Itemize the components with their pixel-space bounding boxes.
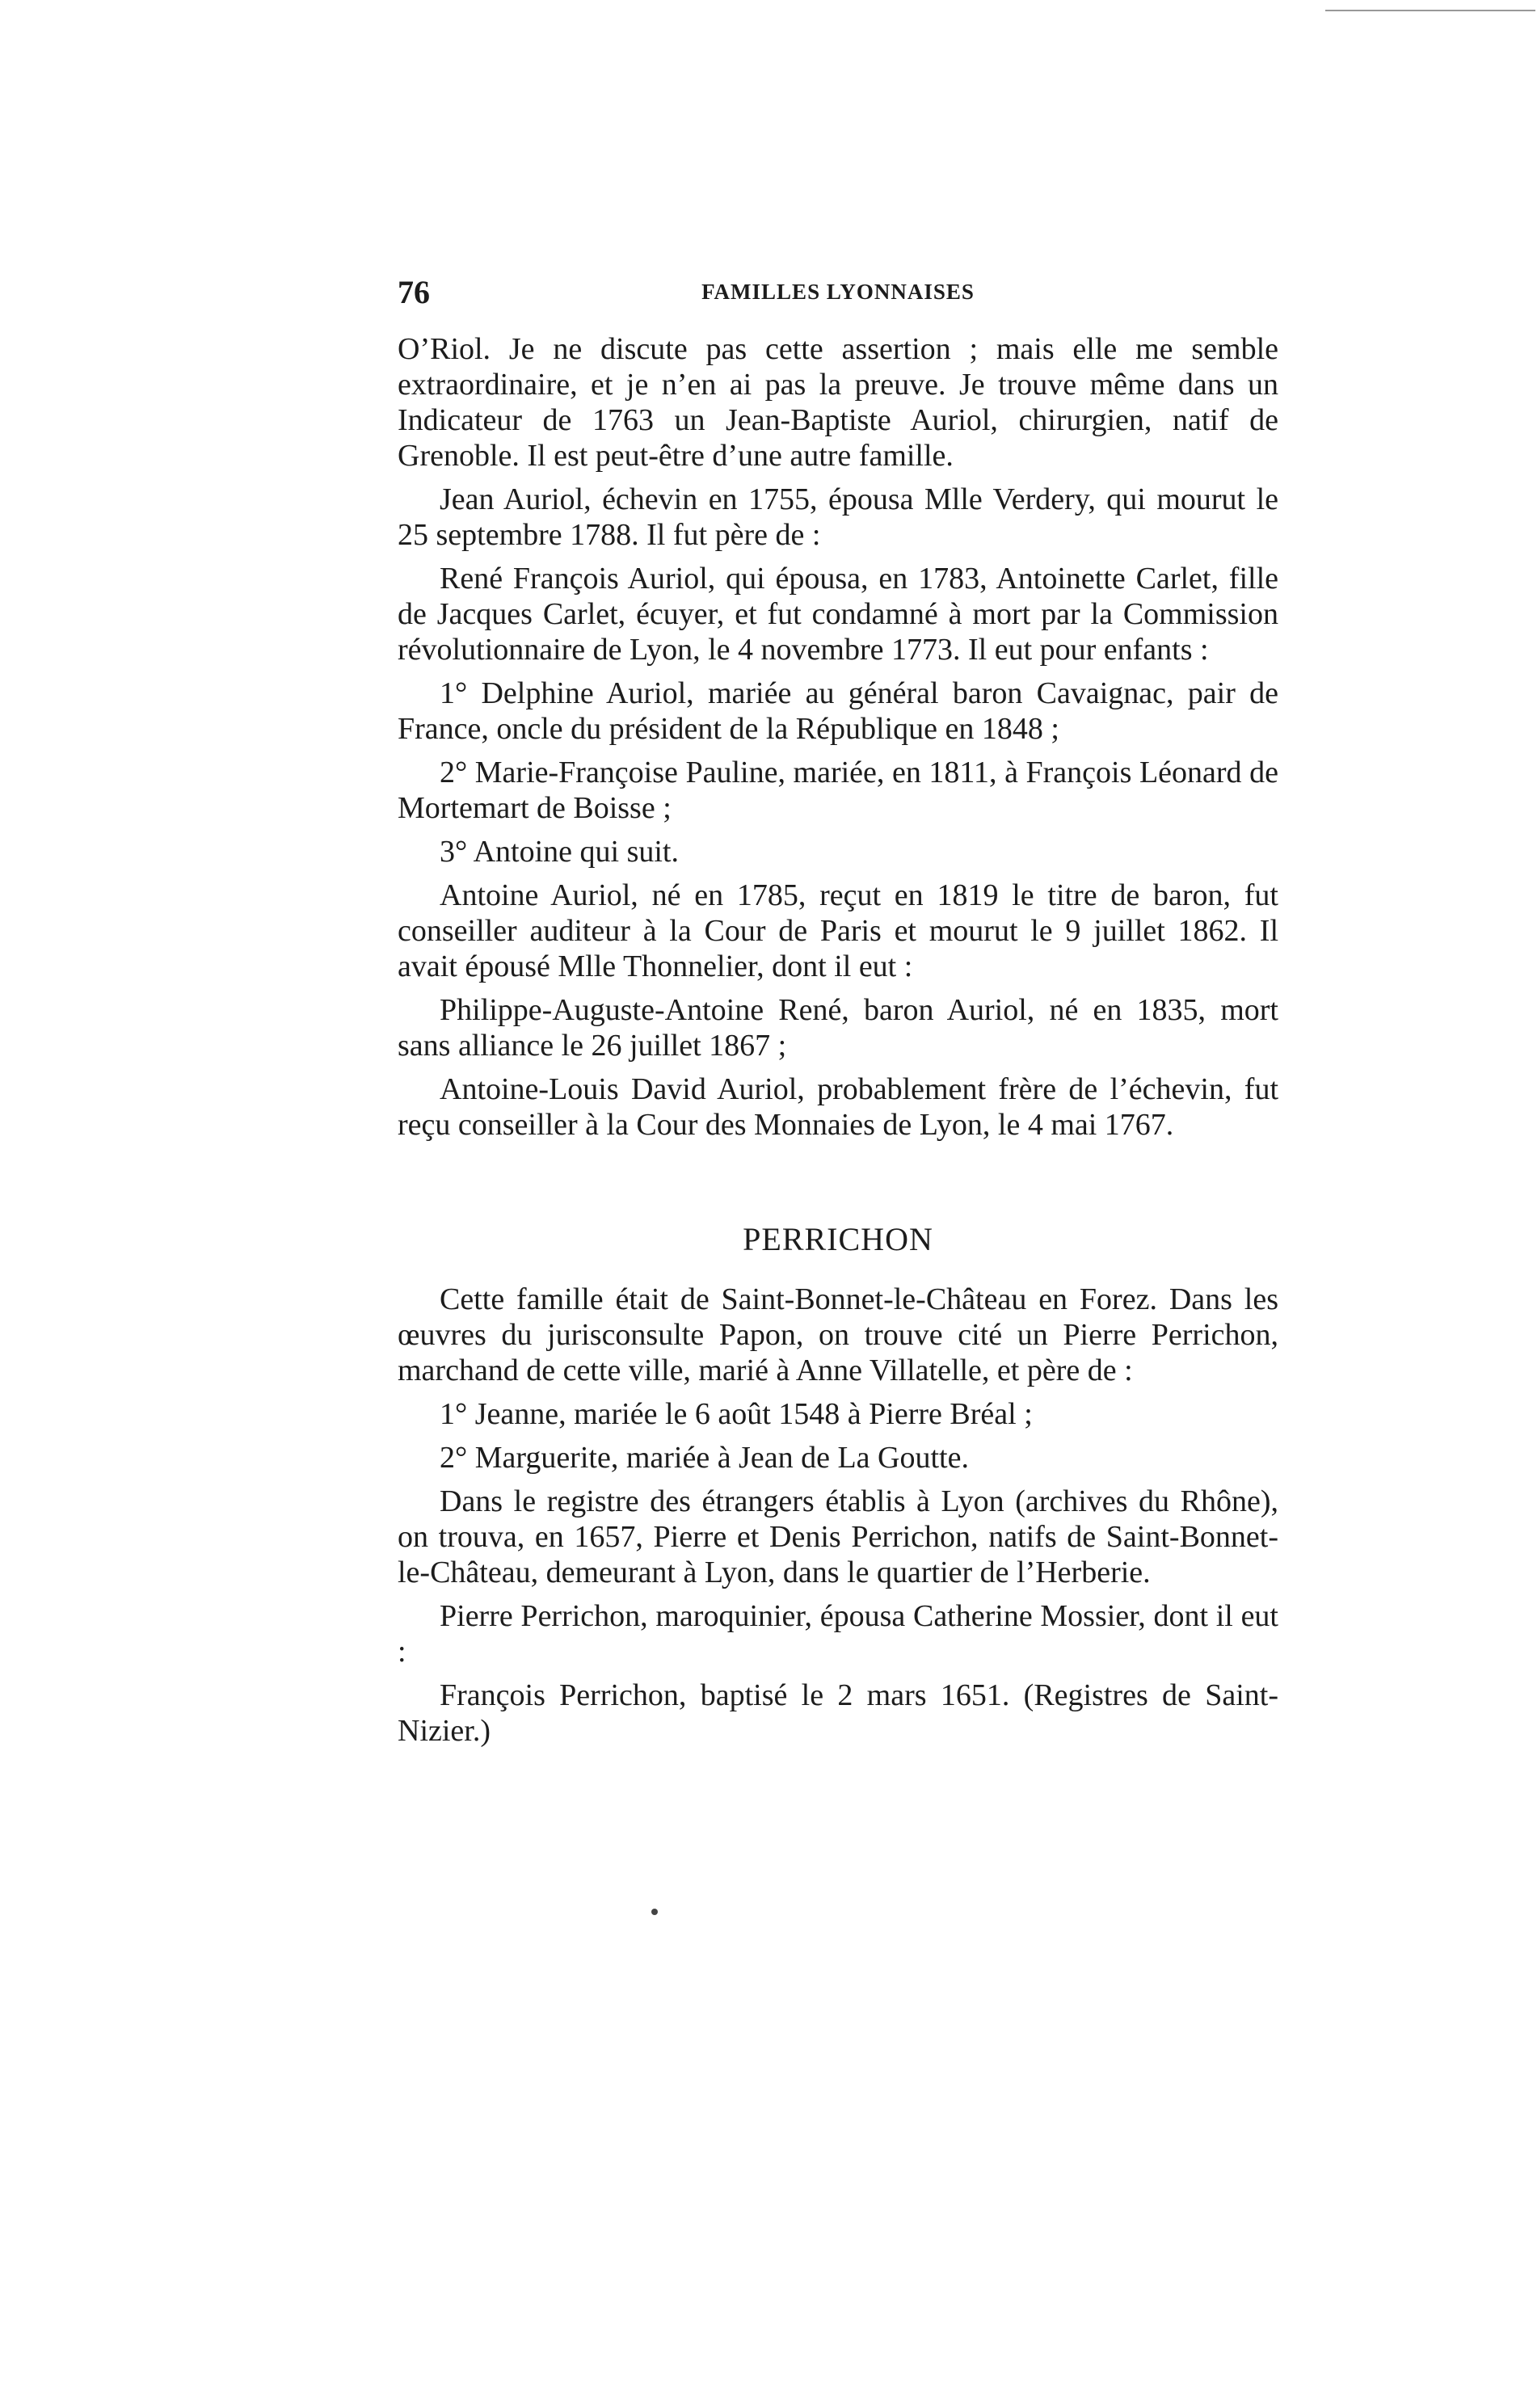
running-head: FAMILLES LYONNAISES [701, 280, 975, 304]
auriol-paragraph-4: 1° Delphine Auriol, mariée au général baron Cavaignac, pair de France, oncle du président de la République en 1848 ; [398, 676, 1278, 746]
page-header [398, 273, 1278, 314]
page-number: 76 [398, 274, 430, 310]
auriol-paragraph-1: O’Riol. Je ne discute pas cette assertion ; mais elle me semble extraordinaire, et je n’en ai pas la preuve. Je trouve même dans un Indicateur de 1763 un Jean-Baptiste Auriol, chirurgien, natif de Grenoble. Il est peut-être d’une autre famille. [398, 332, 1278, 473]
scan-mark-end-dot [651, 1909, 658, 1915]
perrichon-paragraph-2: 1° Jeanne, mariée le 6 août 1548 à Pierre Bréal ; [440, 1397, 1033, 1431]
auriol-paragraph-9: Antoine-Louis David Auriol, probablement frère de l’échevin, fut reçu conseiller à la Cour des Monnaies de Lyon, le 4 mai 1767. [398, 1072, 1278, 1142]
auriol-paragraph-7: Antoine Auriol, né en 1785, reçut en 1819 le titre de baron, fut conseiller auditeur à la Cour de Paris et mourut le 9 juillet 1862. Il avait épousé Mlle Thonnelier, dont il eut : [398, 878, 1278, 983]
perrichon-paragraph-6: François Perrichon, baptisé le 2 mars 1651. (Registres de Saint-Nizier.) [398, 1678, 1278, 1748]
scan-mark-top-right [1325, 10, 1535, 11]
auriol-paragraph-8: Philippe-Auguste-Antoine René, baron Auriol, né en 1835, mort sans alliance le 26 juillet 1867 ; [398, 993, 1278, 1063]
perrichon-paragraph-1: Cette famille était de Saint-Bonnet-le-Château en Forez. Dans les œuvres du jurisconsulte Papon, on trouve cité un Pierre Perrichon, marchand de cette ville, marié à Anne Villatelle, et père de : [398, 1282, 1278, 1387]
auriol-paragraph-5: 2° Marie-Françoise Pauline, mariée, en 1811, à François Léonard de Mortemart de Boisse ; [398, 756, 1278, 825]
perrichon-paragraph-5: Pierre Perrichon, maroquinier, épousa Catherine Mossier, dont il eut : [398, 1599, 1278, 1669]
perrichon-paragraph-3: 2° Marguerite, mariée à Jean de La Goutte. [440, 1441, 969, 1475]
auriol-paragraph-2: Jean Auriol, échevin en 1755, épousa Mlle Verdery, qui mourut le 25 septembre 1788. Il fut père de : [398, 482, 1278, 552]
auriol-paragraph-3: René François Auriol, qui épousa, en 1783, Antoinette Carlet, fille de Jacques Carlet, écuyer, et fut condamné à mort par la Commission révolutionnaire de Lyon, le 4 novembre 1773. Il eut pour enfants : [398, 562, 1278, 667]
body-text [398, 331, 1278, 1757]
auriol-paragraph-6: 3° Antoine qui suit. [440, 835, 679, 869]
perrichon-paragraph-4: Dans le registre des étrangers établis à Lyon (archives du Rhône), on trouva, en 1657, Pierre et Denis Perrichon, natifs de Saint-Bonnet-le-Château, demeurant à Lyon, dans le quartier de l’Herberie. [398, 1484, 1278, 1589]
section-title-perrichon: PERRICHON [743, 1221, 933, 1257]
